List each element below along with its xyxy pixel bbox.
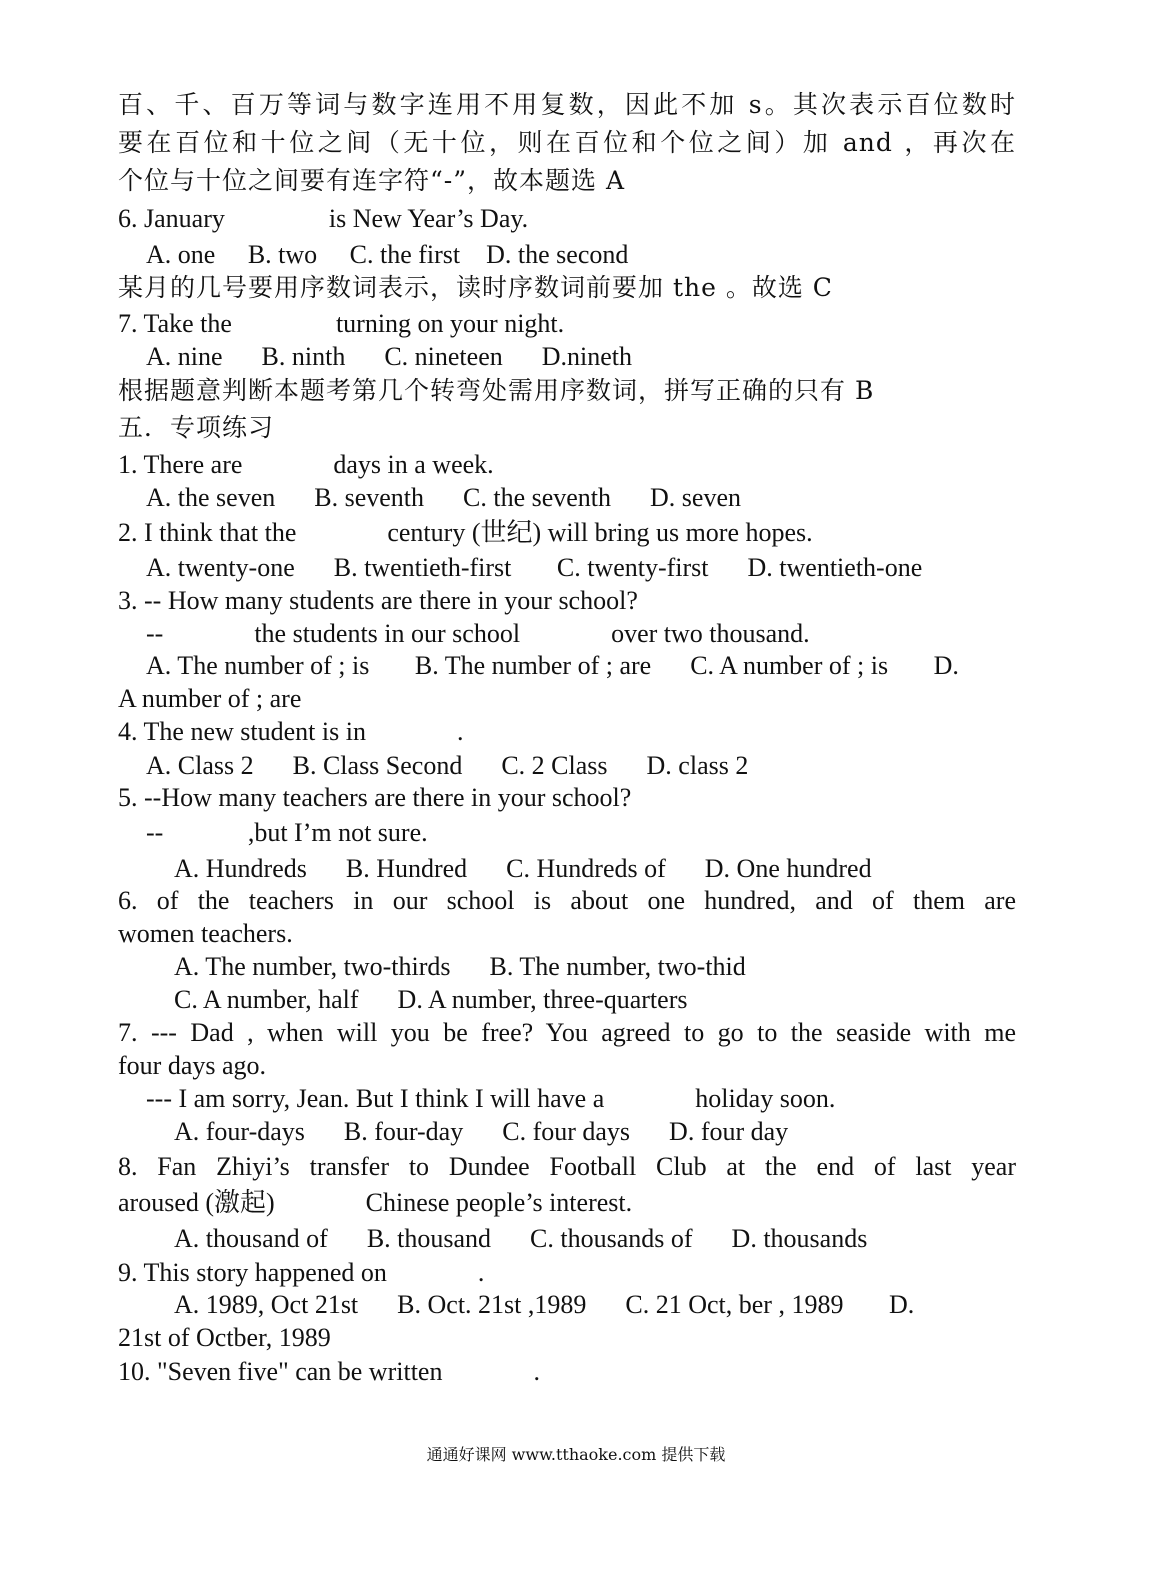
question-6-options-a: A. The number, two-thirds B. The number, two-thid (174, 952, 746, 981)
intro-line-3: 个位与十位之间要有连字符“-”，故本题选 A (118, 166, 626, 195)
example-6-question: 6. January is New Year’s Day. (118, 204, 529, 233)
question-3-reply: -- the students in our school over two thousand. (146, 619, 810, 648)
example-7-options: A. nine B. ninth C. nineteen D.nineth (146, 342, 633, 371)
question-1-options: A. the seven B. seventh C. the seventh D. seven (146, 483, 742, 512)
question-6: 6. of the teachers in our school is about one hundred, and of them are (118, 886, 1016, 915)
question-2: 2. I think that the century (世纪) will bring us more hopes. (118, 518, 813, 547)
question-5-options: A. Hundreds B. Hundred C. Hundreds of D. One hundred (174, 854, 872, 883)
question-7-cont: four days ago. (118, 1051, 267, 1080)
question-7-reply: --- I am sorry, Jean. But I think I will have a holiday soon. (146, 1084, 836, 1113)
question-1: 1. There are days in a week. (118, 450, 494, 479)
question-2-options: A. twenty-one B. twentieth-first C. twenty-first D. twentieth-one (146, 553, 923, 582)
question-9-options-cont: 21st of Octber, 1989 (118, 1323, 331, 1352)
question-3-options: A. The number of ; is B. The number of ; are C. A number of ; is D. (146, 651, 959, 680)
question-5-reply: -- ,but I’m not sure. (146, 818, 428, 847)
page-footer: 通通好课网 www.tthaoke.com 提供下载 (426, 1445, 726, 1464)
section-title: 五．专项练习 (118, 413, 275, 442)
question-8-cont: aroused (激起) Chinese people’s interest. (118, 1188, 633, 1217)
example-6-explanation: 某月的几号要用序数词表示，读时序数词前要加 the 。故选 C (118, 273, 833, 302)
question-6-cont: women teachers. (118, 919, 293, 948)
question-3-options-cont: A number of ; are (118, 684, 302, 713)
question-7-options: A. four-days B. four-day C. four days D. four day (174, 1117, 789, 1146)
question-4: 4. The new student is in . (118, 717, 464, 746)
question-9-options: A. 1989, Oct 21st B. Oct. 21st ,1989 C. 21 Oct, ber , 1989 D. (174, 1290, 915, 1319)
example-7-question: 7. Take the turning on your night. (118, 309, 565, 338)
intro-line-1: 百、千、百万等词与数字连用不用复数，因此不加 s。其次表示百位数时 (118, 90, 1016, 119)
question-7: 7. --- Dad , when will you be free? You agreed to go to the seaside with me (118, 1018, 1016, 1047)
question-10: 10. "Seven five" can be written . (118, 1357, 540, 1386)
question-8-options: A. thousand of B. thousand C. thousands of D. thousands (174, 1224, 868, 1253)
question-8: 8. Fan Zhiyi’s transfer to Dundee Football Club at the end of last year (118, 1152, 1016, 1181)
question-5: 5. --How many teachers are there in your school? (118, 783, 632, 812)
example-7-explanation: 根据题意判断本题考第几个转弯处需用序数词，拼写正确的只有 B (118, 376, 875, 405)
intro-line-2: 要在百位和十位之间（无十位，则在百位和个位之间）加 and ，再次在 (118, 128, 1016, 157)
example-6-options: A. one B. two C. the first D. the second (146, 240, 629, 269)
question-6-options-b: C. A number, half D. A number, three-quarters (174, 985, 688, 1014)
question-3: 3. -- How many students are there in your school? (118, 586, 638, 615)
question-4-options: A. Class 2 B. Class Second C. 2 Class D. class 2 (146, 751, 749, 780)
question-9: 9. This story happened on . (118, 1258, 485, 1287)
